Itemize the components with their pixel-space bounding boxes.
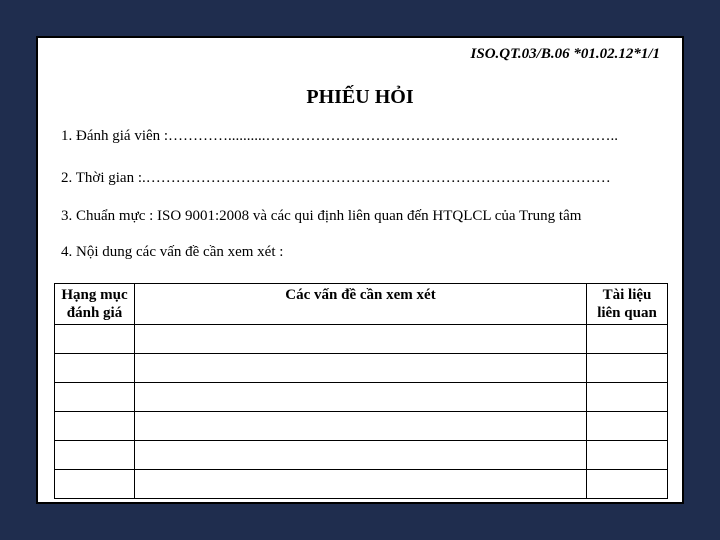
document-code: ISO.QT.03/B.06 *01.02.12*1/1 bbox=[470, 46, 660, 62]
table-row bbox=[55, 325, 668, 354]
review-table bbox=[54, 283, 668, 499]
header-evaluation-item bbox=[55, 284, 135, 325]
table-cell bbox=[55, 470, 135, 499]
table-cell bbox=[135, 325, 587, 354]
table-row bbox=[55, 383, 668, 412]
standard-line: 3. Chuẩn mực : ISO 9001:2008 và các qui định liên quan đến HTQLCL của Trung tâm bbox=[61, 208, 582, 224]
time-line: 2. Thời gian :.………………………………………………………………………………… bbox=[61, 170, 611, 186]
table-cell bbox=[55, 325, 135, 354]
form-title: PHIẾU HỎI bbox=[306, 86, 414, 108]
table-row bbox=[55, 354, 668, 383]
header-related-docs-line1: Tài liệu bbox=[602, 287, 652, 303]
table-header-row bbox=[55, 284, 668, 325]
header-related-docs bbox=[587, 284, 668, 325]
table-cell bbox=[587, 354, 668, 383]
table-cell bbox=[587, 412, 668, 441]
table-cell bbox=[55, 383, 135, 412]
table-row bbox=[55, 441, 668, 470]
table-cell bbox=[55, 412, 135, 441]
table-cell bbox=[587, 325, 668, 354]
header-evaluation-item-line2: đánh giá bbox=[66, 305, 123, 321]
form-page bbox=[36, 36, 684, 504]
header-issues: Các vấn đề cần xem xét bbox=[135, 284, 587, 325]
content-line: 4. Nội dung các vấn đề cần xem xét : bbox=[61, 244, 284, 260]
table-cell bbox=[135, 412, 587, 441]
table-cell bbox=[55, 441, 135, 470]
header-related-docs-line2: liên quan bbox=[597, 305, 657, 321]
table-cell bbox=[135, 354, 587, 383]
evaluator-line: 1. Đánh giá viên :…………..........…………………………………………………………….. bbox=[61, 128, 619, 144]
table-row bbox=[55, 470, 668, 499]
header-evaluation-item-line1: Hạng mục bbox=[61, 287, 128, 303]
table-cell bbox=[587, 383, 668, 412]
table-cell bbox=[587, 470, 668, 499]
table-cell bbox=[135, 470, 587, 499]
table-cell bbox=[135, 383, 587, 412]
table-cell bbox=[135, 441, 587, 470]
table-cell bbox=[55, 354, 135, 383]
table-cell bbox=[587, 441, 668, 470]
table-row bbox=[55, 412, 668, 441]
